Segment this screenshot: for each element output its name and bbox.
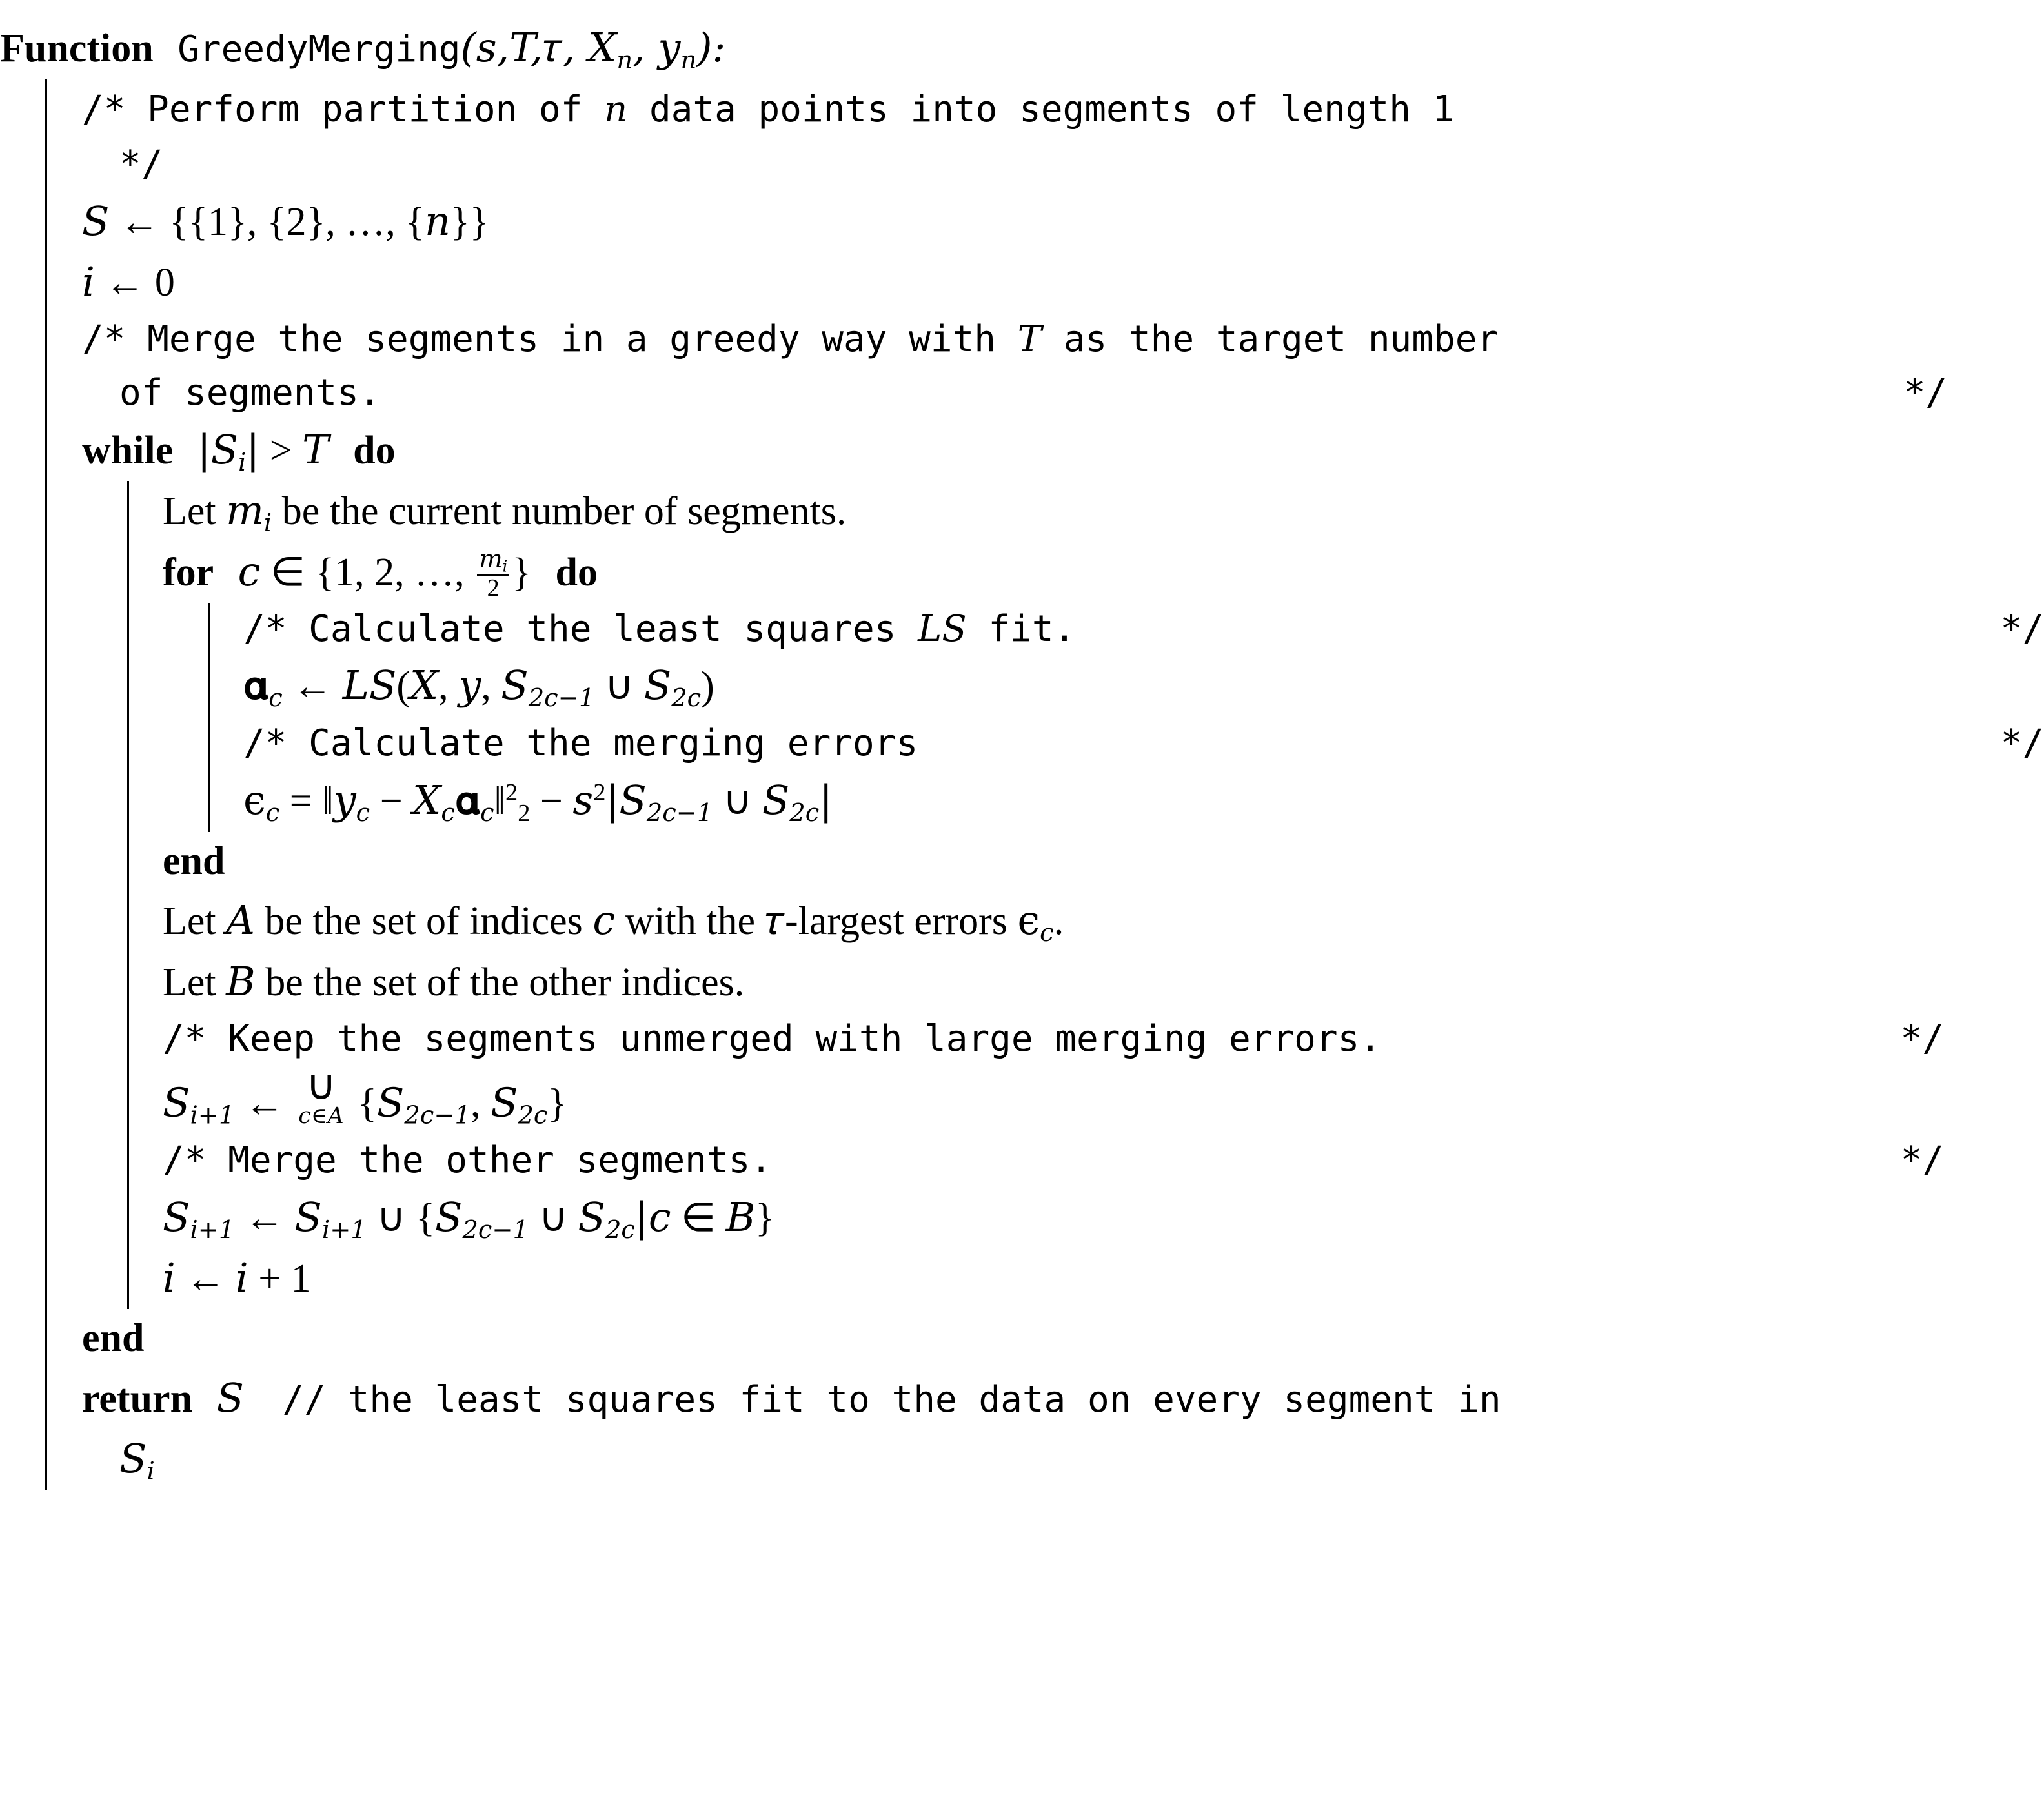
comment-merge-other-text: /* Merge the other segments. xyxy=(163,1139,773,1181)
for-body xyxy=(208,603,2044,832)
big-union-operator: ∪ c∈A xyxy=(298,1062,344,1130)
comment-merge-greedy xyxy=(82,313,1947,367)
comment-merge-greedy-second xyxy=(82,367,1947,420)
function-body xyxy=(45,79,2044,1490)
comment-least-squares-text: /* Calculate the least squares LS fit. xyxy=(243,607,1076,650)
comment-merge-other-close: */ xyxy=(1900,1139,1944,1181)
end-while xyxy=(82,1309,1947,1368)
while-keyword: while xyxy=(82,428,174,472)
statement-let-m: Let $m_i$ be the current number of segments. xyxy=(163,487,847,538)
statement-epsilon-assign: $\epsilon_c$ = $‖y_c$ − $X_c𝛂_c‖^2_2 - s^2|S_{2c-1}$ ∪ $S_{2c}|$ xyxy=(243,776,833,827)
function-args: (s,T,𝜏, $X_n$, $y_n$): xyxy=(460,24,726,75)
comment-partition xyxy=(82,79,1947,192)
statement-let-B: Let B be the set of the other indices. xyxy=(163,957,745,1005)
for-keyword: for xyxy=(163,550,214,594)
end-for xyxy=(163,832,1947,891)
comment-merging-errors xyxy=(243,717,2044,771)
comment-merging-errors-close: */ xyxy=(2000,722,2044,764)
comment-merge-greedy-close: */ xyxy=(1903,371,1947,414)
statement-init-i: i ← 0 xyxy=(82,258,175,305)
for-header: for c ∈ {1, 2, …, $\frac{m_i}{2}$ } do xyxy=(163,544,598,602)
statement-S-next-merge: $S_{i+1}$ ← $S_{i+1}$ ∪ {$S_{2c-1}$ ∪ $S_{2c}|c$ ∈ B} xyxy=(163,1193,774,1244)
function-name: GreedyMerging xyxy=(177,28,461,70)
while-body xyxy=(127,481,2044,1309)
comment-partition-close: */ xyxy=(119,143,163,186)
statement-alpha-assign: 𝛂$_c$ ← LS(X, y, $S_{2c-1}$ ∪ $S_{2c}$) xyxy=(243,662,714,713)
return-keyword: return xyxy=(82,1376,193,1421)
statement-init-S: S ← {{1}, {2}, …, {n}} xyxy=(82,198,489,245)
comment-merging-errors-text: /* Calculate the merging errors xyxy=(243,722,918,764)
comment-merge-greedy-text2: of segments. xyxy=(119,371,381,414)
do-keyword-for: do xyxy=(555,550,598,594)
comment-merge-greedy-text: /* Merge the segments in a greedy way with T as the target number xyxy=(82,318,1499,360)
comment-least-squares-close: */ xyxy=(2000,607,2044,650)
function-keyword: Function xyxy=(0,26,154,70)
end-keyword-for: end xyxy=(163,838,225,883)
do-keyword-while: do xyxy=(353,428,396,472)
statement-let-A: Let A be the set of indices c with the 𝜏-largest errors $\epsilon_c$. xyxy=(163,897,1064,948)
function-header xyxy=(0,18,1947,79)
end-keyword-while: end xyxy=(82,1316,145,1361)
comment-merge-other xyxy=(163,1134,1944,1188)
comment-partition-text: /* Perform partition of n data points into segments of length 1 xyxy=(82,88,1455,130)
statement-incr-i: i ← i + 1 xyxy=(163,1254,311,1302)
comment-least-squares xyxy=(243,603,2044,656)
return-comment-second: $S_i$ xyxy=(119,1434,155,1486)
while-header: while $|S_i| > T$ do xyxy=(82,425,396,477)
return-comment-text: // the least squares fit to the data on every segment in xyxy=(282,1378,1501,1421)
statement-S-next-union: $S_{i+1}$ ← ∪ c∈A {$S_{2c-1}$, $S_{2c}$} xyxy=(163,1062,567,1130)
comment-keep-unmerged-close: */ xyxy=(1900,1017,1944,1060)
return-statement: return S // the least squares fit to the data on every segment in $S_i$ xyxy=(82,1368,1947,1490)
comment-keep-unmerged xyxy=(163,1013,1944,1066)
comment-keep-unmerged-text: /* Keep the segments unmerged with large merging errors. xyxy=(163,1017,1382,1060)
